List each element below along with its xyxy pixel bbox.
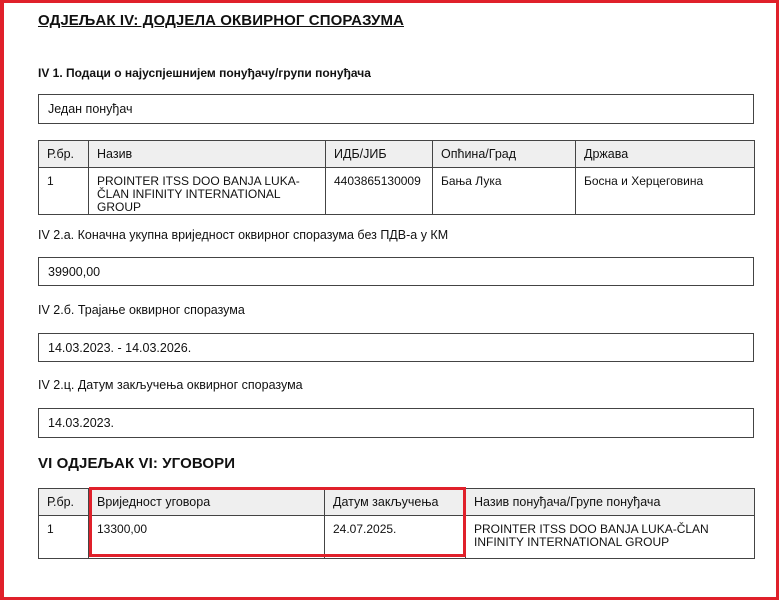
cell-rbr: 1 xyxy=(39,516,89,559)
section-vi-title: VI ОДЈЕЉАК VI: УГОВОРИ xyxy=(38,455,236,472)
col-idb: ИДБ/ЈИБ xyxy=(326,141,433,168)
cell-country: Босна и Херцеговина xyxy=(576,168,755,215)
cell-municipality: Бања Лука xyxy=(433,168,576,215)
conclusion-box xyxy=(38,408,754,438)
cell-name: PROINTER ITSS DOO BANJA LUKA-ČLAN INFINITY INTERNATIONAL GROUP xyxy=(89,168,326,215)
section-iv-title: ОДЈЕЉАК IV: ДОДЈЕЛА ОКВИРНОГ СПОРАЗУМА xyxy=(38,12,404,29)
iv1-subtitle: IV 1. Подаци о најуспјешнијем понуђачу/групи понуђача xyxy=(38,66,371,80)
col-rbr: Р.бр. xyxy=(39,141,89,168)
col-country: Држава xyxy=(576,141,755,168)
table-row xyxy=(39,168,755,215)
cell-conclusion-date: 24.07.2025. xyxy=(325,516,466,559)
table-row xyxy=(39,516,755,559)
col-name: Назив xyxy=(89,141,326,168)
col-rbr: Р.бр. xyxy=(39,489,89,516)
col-contract-value: Вриједност уговора xyxy=(89,489,325,516)
duration-box xyxy=(38,333,754,362)
col-bidder-name: Назив понуђача/Групе понуђача xyxy=(466,489,755,516)
col-conclusion-date: Датум закључења xyxy=(325,489,466,516)
conclusion-value: 14.03.2023. xyxy=(48,416,115,430)
duration-label: IV 2.б. Трајање оквирног споразума xyxy=(38,303,245,317)
contracts-table xyxy=(38,488,755,559)
duration-value: 14.03.2023. - 14.03.2026. xyxy=(48,340,192,355)
value-box xyxy=(38,257,754,286)
bidder-table-header xyxy=(39,141,755,168)
cell-contract-value: 13300,00 xyxy=(89,516,325,559)
bidder-table xyxy=(38,140,755,215)
cell-bidder-name: PROINTER ITSS DOO BANJA LUKA-ČLAN INFINITY INTERNATIONAL GROUP xyxy=(466,516,755,559)
value-label: IV 2.а. Коначна укупна вриједност оквирног споразума без ПДВ-а у КМ xyxy=(38,228,449,242)
contracts-table-header xyxy=(39,489,755,516)
cell-idb: 4403865130009 xyxy=(326,168,433,215)
value-amount: 39900,00 xyxy=(48,264,101,279)
bidder-type-box xyxy=(38,94,754,124)
conclusion-label: IV 2.ц. Датум закључења оквирног споразума xyxy=(38,378,303,392)
bidder-type-value: Један понуђач xyxy=(48,102,133,116)
cell-rbr: 1 xyxy=(39,168,89,215)
col-municipality: Опћина/Град xyxy=(433,141,576,168)
